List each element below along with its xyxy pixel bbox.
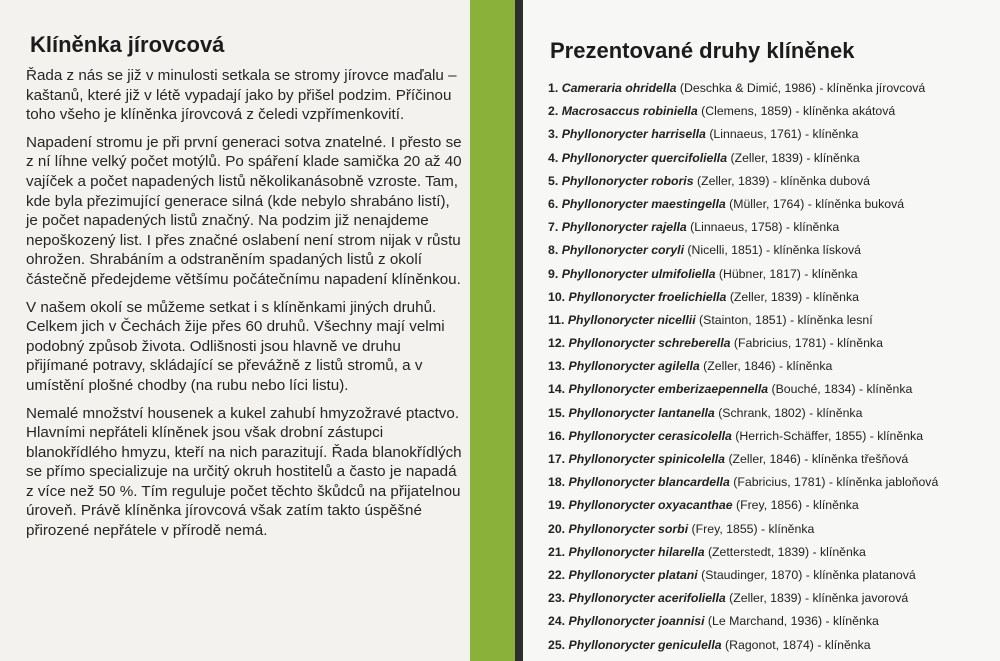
species-details: (Linnaeus, 1761) - klíněnka: [705, 127, 859, 142]
species-number: 24.: [548, 614, 566, 629]
species-item: [548, 309, 993, 332]
species-number: 15.: [548, 405, 566, 420]
species-number: 6.: [548, 196, 559, 211]
species-item: [548, 332, 993, 355]
species-name: Phyllonorycter lantanella: [568, 405, 715, 420]
species-item: [548, 494, 993, 517]
species-item: [548, 610, 993, 633]
species-details: (Müller, 1764) - klíněnka buková: [725, 196, 905, 211]
species-name: Phyllonorycter harrisella: [561, 127, 706, 142]
species-name: Phyllonorycter blancardella: [568, 475, 730, 490]
species-number: 21.: [548, 544, 566, 559]
article-text: [26, 66, 462, 549]
species-details: (Schrank, 1802) - klíněnka: [714, 405, 863, 420]
species-name: Phyllonorycter maestingella: [561, 196, 726, 211]
species-item: [548, 100, 993, 123]
species-item: [548, 123, 993, 146]
species-name: Phyllonorycter coryli: [561, 243, 685, 258]
species-item: [548, 448, 993, 471]
species-details: (Zeller, 1846) - klíněnka třešňová: [725, 452, 909, 466]
species-number: 7.: [548, 220, 559, 235]
species-item: [548, 263, 993, 286]
species-number: 3.: [548, 127, 559, 142]
paragraph-3: V našem okolí se můžeme setkat i s klíněnkami jiných druhů. Celkem jich v Čechách žije přes 60 druhů. Všechny mají velmi podobný způsob života. Odlišnosti jsou hlavně ve druhu přijímané potravy, skládající se převážně z listů stromů, a v umístění plošné chodby (na rubu nebo líci listu).: [26, 298, 445, 394]
species-name: Phyllonorycter rajella: [561, 220, 687, 235]
species-name: Phyllonorycter joannisi: [568, 614, 705, 629]
species-item: [548, 239, 993, 262]
species-details: (Fabricius, 1781) - klíněnka: [730, 336, 883, 351]
species-name: Phyllonorycter roboris: [561, 173, 694, 188]
species-details: (Fabricius, 1781) - klíněnka jabloňová: [729, 475, 939, 490]
species-details: (Hübner, 1817) - klíněnka: [715, 266, 858, 281]
species-item: [548, 634, 993, 657]
green-strip: [470, 0, 515, 661]
species-name: Phyllonorycter geniculella: [568, 637, 722, 652]
species-item: [548, 216, 993, 239]
species-number: 16.: [548, 428, 566, 443]
species-number: 5.: [548, 173, 559, 188]
species-details: (Herrich-Schäffer, 1855) - klíněnka: [731, 428, 924, 443]
species-number: 9.: [548, 266, 559, 281]
species-number: 18.: [548, 475, 566, 490]
species-number: 23.: [548, 591, 566, 606]
species-name: Phyllonorycter spinicolella: [568, 452, 726, 466]
species-list: [548, 77, 993, 657]
species-name: Phyllonorycter hilarella: [568, 544, 705, 559]
species-number: 1.: [548, 81, 559, 95]
species-details: (Stainton, 1851) - klíněnka lesní: [695, 312, 873, 327]
species-number: 4.: [548, 150, 559, 165]
species-number: 8.: [548, 243, 559, 258]
species-details: (Deschka & Dimić, 1986) - klíněnka jírovcová: [676, 81, 926, 95]
species-item: [548, 77, 993, 100]
species-number: 11.: [548, 312, 565, 327]
species-name: Cameraria ohridella: [561, 81, 677, 95]
species-number: 10.: [548, 289, 566, 304]
right-title: Prezentované druhy klíněnek: [550, 38, 855, 63]
species-details: (Zeller, 1846) - klíněnka: [699, 359, 833, 374]
species-item: [548, 355, 993, 378]
species-name: Phyllonorycter platani: [568, 567, 698, 582]
species-item: [548, 402, 993, 425]
species-details: (Staudinger, 1870) - klíněnka platanová: [697, 567, 916, 582]
species-details: (Zetterstedt, 1839) - klíněnka: [704, 544, 866, 559]
species-item: [548, 193, 993, 216]
species-details: (Ragonot, 1874) - klíněnka: [721, 637, 871, 652]
species-item: [548, 541, 993, 564]
paragraph-4: Nemalé množství housenek a kukel zahubí hmyzožravé ptactvo. Hlavními nepřáteli klíněnek jsou však drobní zástupci blanokřídlého hmyzu, kteří na nich parazitují. Řada blanokřídlých se přímo specializuje na určitý okruh hostitelů a často je napadá z více než 50 %. Tím reguluje počet těchto škůdců na přijatelnou úroveň. Právě klíněnka jírovcová však zatím takto úspěšné přirozené nepřátele v přírodě nemá.: [26, 404, 462, 540]
species-name: Macrosaccus robiniella: [561, 104, 698, 119]
species-details: (Le Marchand, 1936) - klíněnka: [704, 614, 879, 629]
species-number: 17.: [548, 452, 566, 466]
species-details: (Frey, 1855) - klíněnka: [688, 521, 815, 536]
species-item: [548, 147, 993, 170]
left-title: Klíněnka jírovcová: [30, 32, 225, 57]
species-name: Phyllonorycter nicellii: [567, 312, 696, 327]
species-details: (Zeller, 1839) - klíněnka: [727, 150, 860, 165]
species-name: Phyllonorycter cerasicolella: [568, 428, 732, 443]
species-item: [548, 286, 993, 309]
species-name: Phyllonorycter schreberella: [568, 336, 731, 351]
species-name: Phyllonorycter oxyacanthae: [568, 498, 733, 513]
species-details: (Linnaeus, 1758) - klíněnka: [686, 220, 840, 235]
species-item: [548, 518, 993, 541]
species-number: 25.: [548, 637, 566, 652]
panel-divider: [515, 0, 523, 661]
species-name: Phyllonorycter sorbi: [568, 521, 689, 536]
species-number: 13.: [548, 359, 566, 374]
species-details: (Clemens, 1859) - klíněnka akátová: [697, 104, 896, 119]
species-name: Phyllonorycter acerifoliella: [568, 591, 726, 606]
species-details: (Zeller, 1839) - klíněnka dubová: [693, 173, 870, 188]
species-item: [548, 471, 993, 494]
paragraph-2: Napadení stromu je při první generaci sotva znatelné. I přesto se z ní líhne velký počet motýlů. Po spáření klade samička 20 až 40 vajíček a počet napadených listů několikanásobně vzroste. Tam, kde byla přezimující generace silná (kde nebylo shrabáno listí), je počet napadených listů značný. Na podzim již nenajdeme nepoškozený list. I přes značné oslabení není strom nijak v růstu ohrožen. Shrabáním a odstraněním spadaných listů z okolí částečně předejdeme většímu počátečnímu napadení klíněnkou.: [26, 133, 462, 288]
species-details: (Bouché, 1834) - klíněnka: [768, 382, 913, 397]
species-name: Phyllonorycter quercifoliella: [561, 150, 728, 165]
species-details: (Zeller, 1839) - klíněnka javorová: [725, 591, 909, 606]
species-name: Phyllonorycter ulmifoliella: [561, 266, 716, 281]
species-number: 19.: [548, 498, 566, 513]
species-details: (Nicelli, 1851) - klíněnka lísková: [684, 243, 862, 258]
species-item: [548, 587, 993, 610]
species-item: [548, 170, 993, 193]
species-number: 2.: [548, 104, 559, 119]
species-name: Phyllonorycter emberizaepennella: [568, 382, 769, 397]
species-number: 22.: [548, 567, 566, 582]
species-details: (Frey, 1856) - klíněnka: [732, 498, 859, 513]
paragraph-1: Řada z nás se již v minulosti setkala se stromy jírovce maďalu – kaštanů, které již v létě vypadají jako by přišel podzim. Příčinou toho všeho je klíněnka jírovcová z čeledi vzpřímenkovití.: [26, 67, 457, 124]
species-details: (Zeller, 1839) - klíněnka: [726, 289, 859, 304]
species-number: 20.: [548, 521, 566, 536]
species-name: Phyllonorycter agilella: [568, 359, 700, 374]
species-number: 12.: [548, 336, 566, 351]
species-item: [548, 378, 993, 401]
species-number: 14.: [548, 382, 566, 397]
species-name: Phyllonorycter froelichiella: [568, 289, 727, 304]
species-item: [548, 425, 993, 448]
species-item: [548, 564, 993, 587]
